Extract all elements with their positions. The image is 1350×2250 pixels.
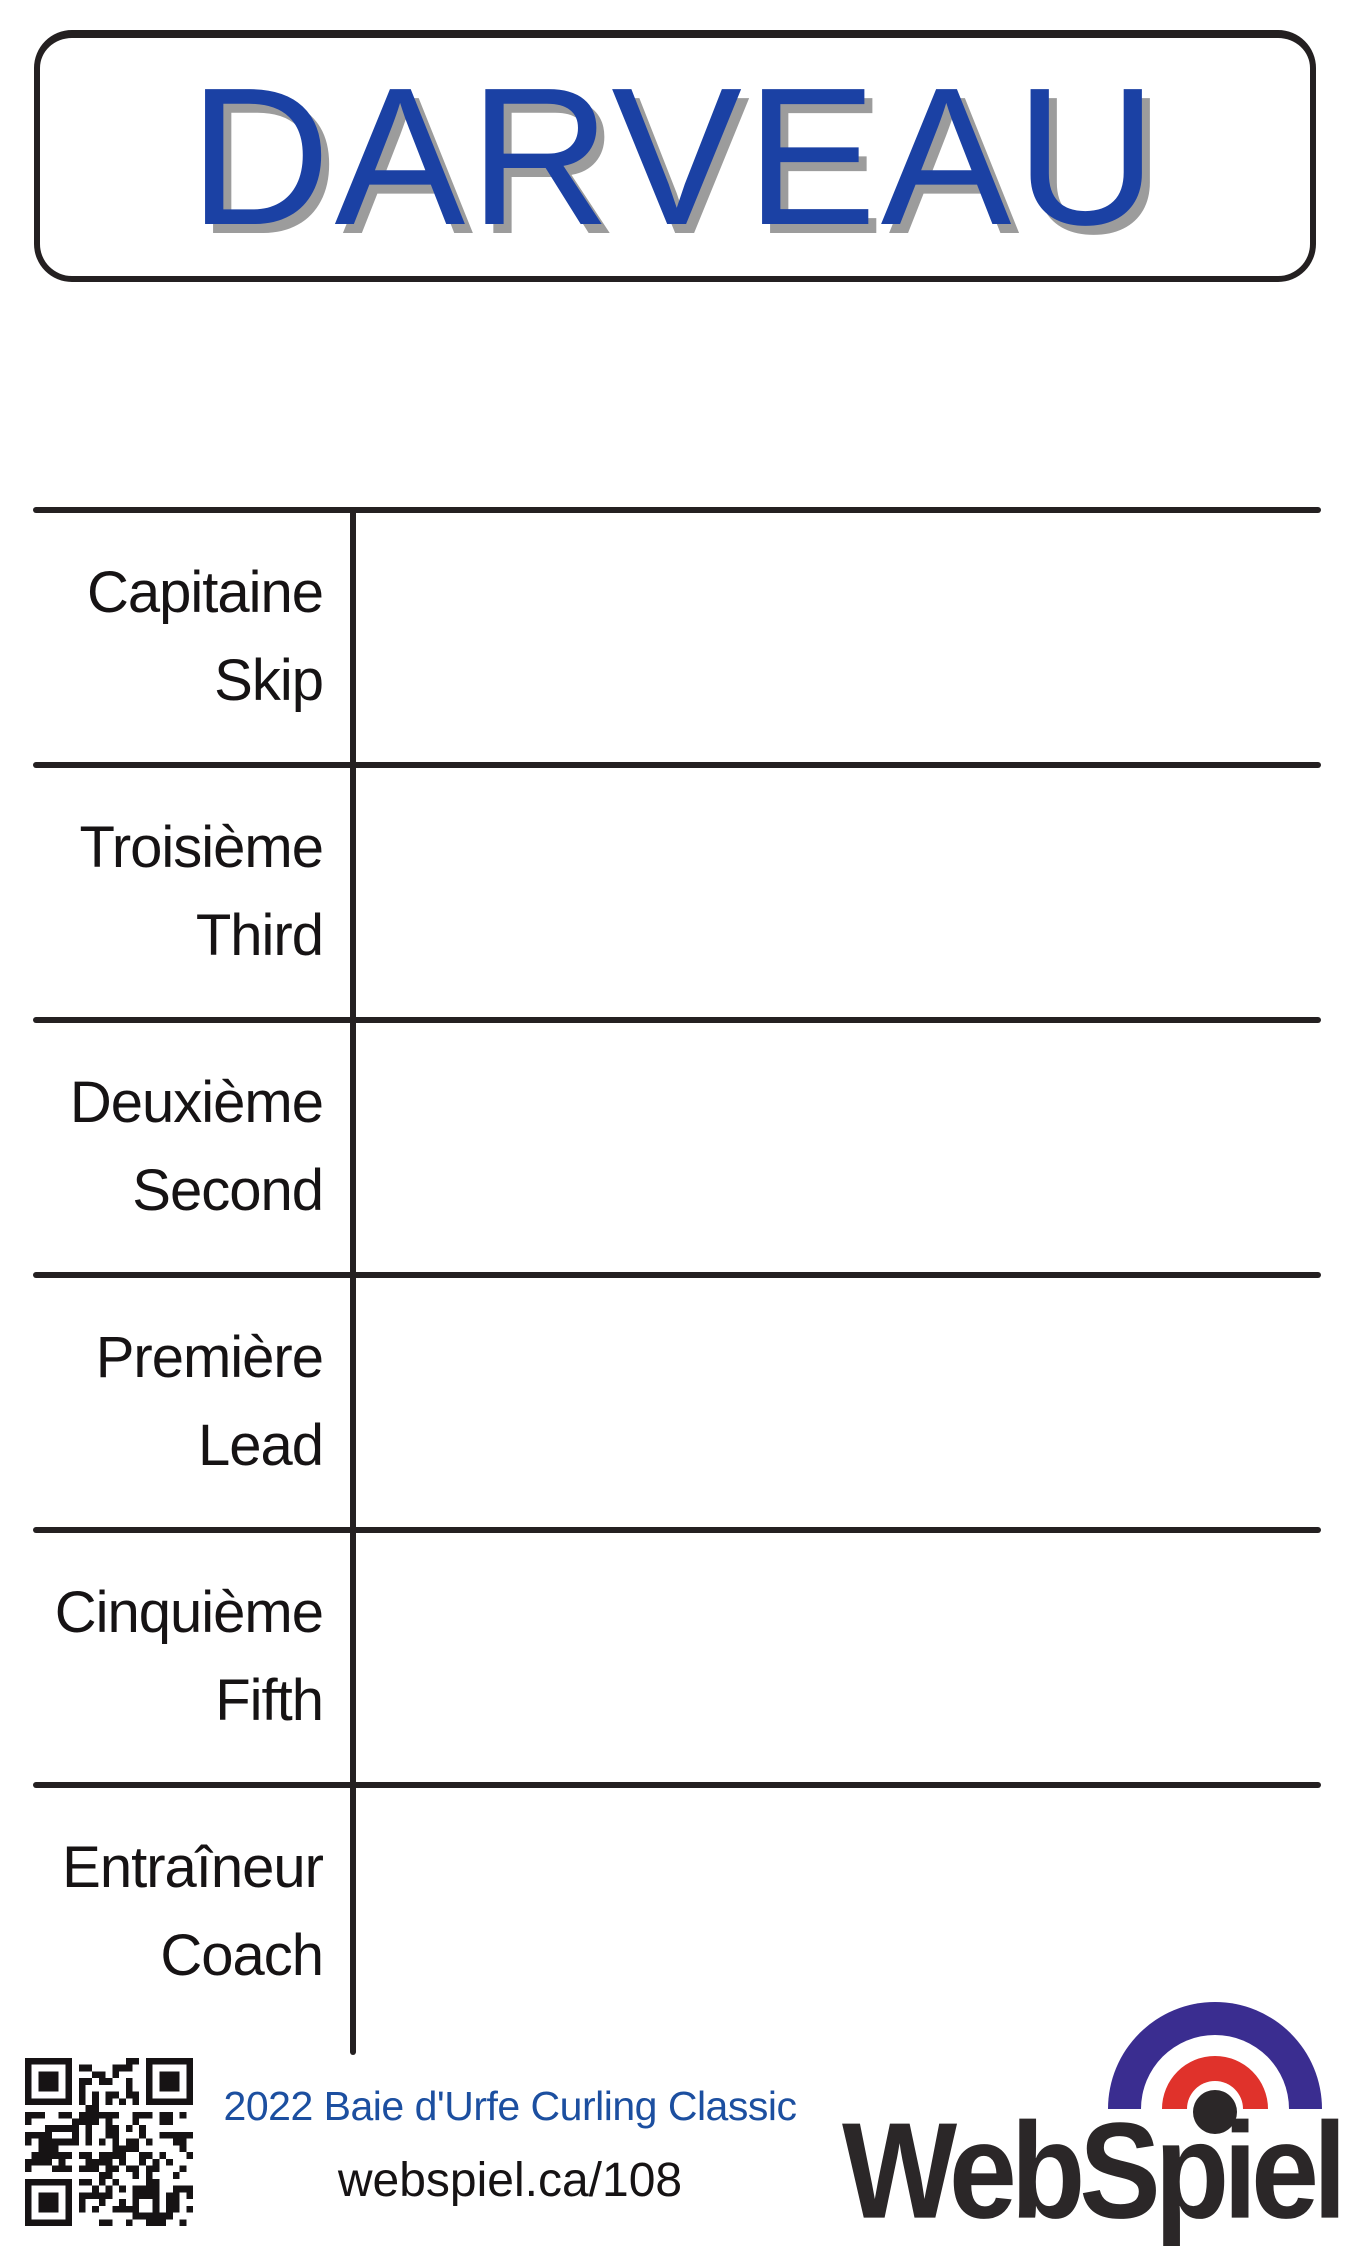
position-label-en: Fifth [215,1668,323,1733]
position-label-en: Second [132,1158,323,1223]
position-label-en: Lead [197,1413,323,1478]
webspiel-logo [840,1998,1350,2250]
row-label-coach [0,1785,323,2040]
row-label-lead [0,1275,323,1530]
row-label-skip [0,510,323,765]
row-label-third [0,765,323,1020]
position-label-en: Coach [160,1923,323,1988]
table-divider-line [350,507,356,2055]
team-name: DARVEAU [188,47,1161,266]
position-label-fr: Deuxième [69,1070,323,1135]
team-name-plate [34,30,1316,282]
position-label-fr: Cinquième [54,1580,323,1645]
position-label-en: Third [195,903,323,968]
position-label-fr: Troisième [79,815,323,880]
event-url: webspiel.ca/108 [337,2154,683,2207]
row-label-second [0,1020,323,1275]
webspiel-wordmark: WebSpiel [842,2094,1341,2247]
row-label-fifth [0,1530,323,1785]
position-label-en: Skip [214,648,323,713]
position-label-fr: Capitaine [86,560,323,625]
event-title: 2022 Baie d'Urfe Curling Classic [223,2083,797,2129]
position-label-fr: Entraîneur [62,1835,323,1900]
footer-text-block [180,2080,840,2208]
position-label-fr: Première [95,1325,323,1390]
qr-code [25,2058,193,2226]
